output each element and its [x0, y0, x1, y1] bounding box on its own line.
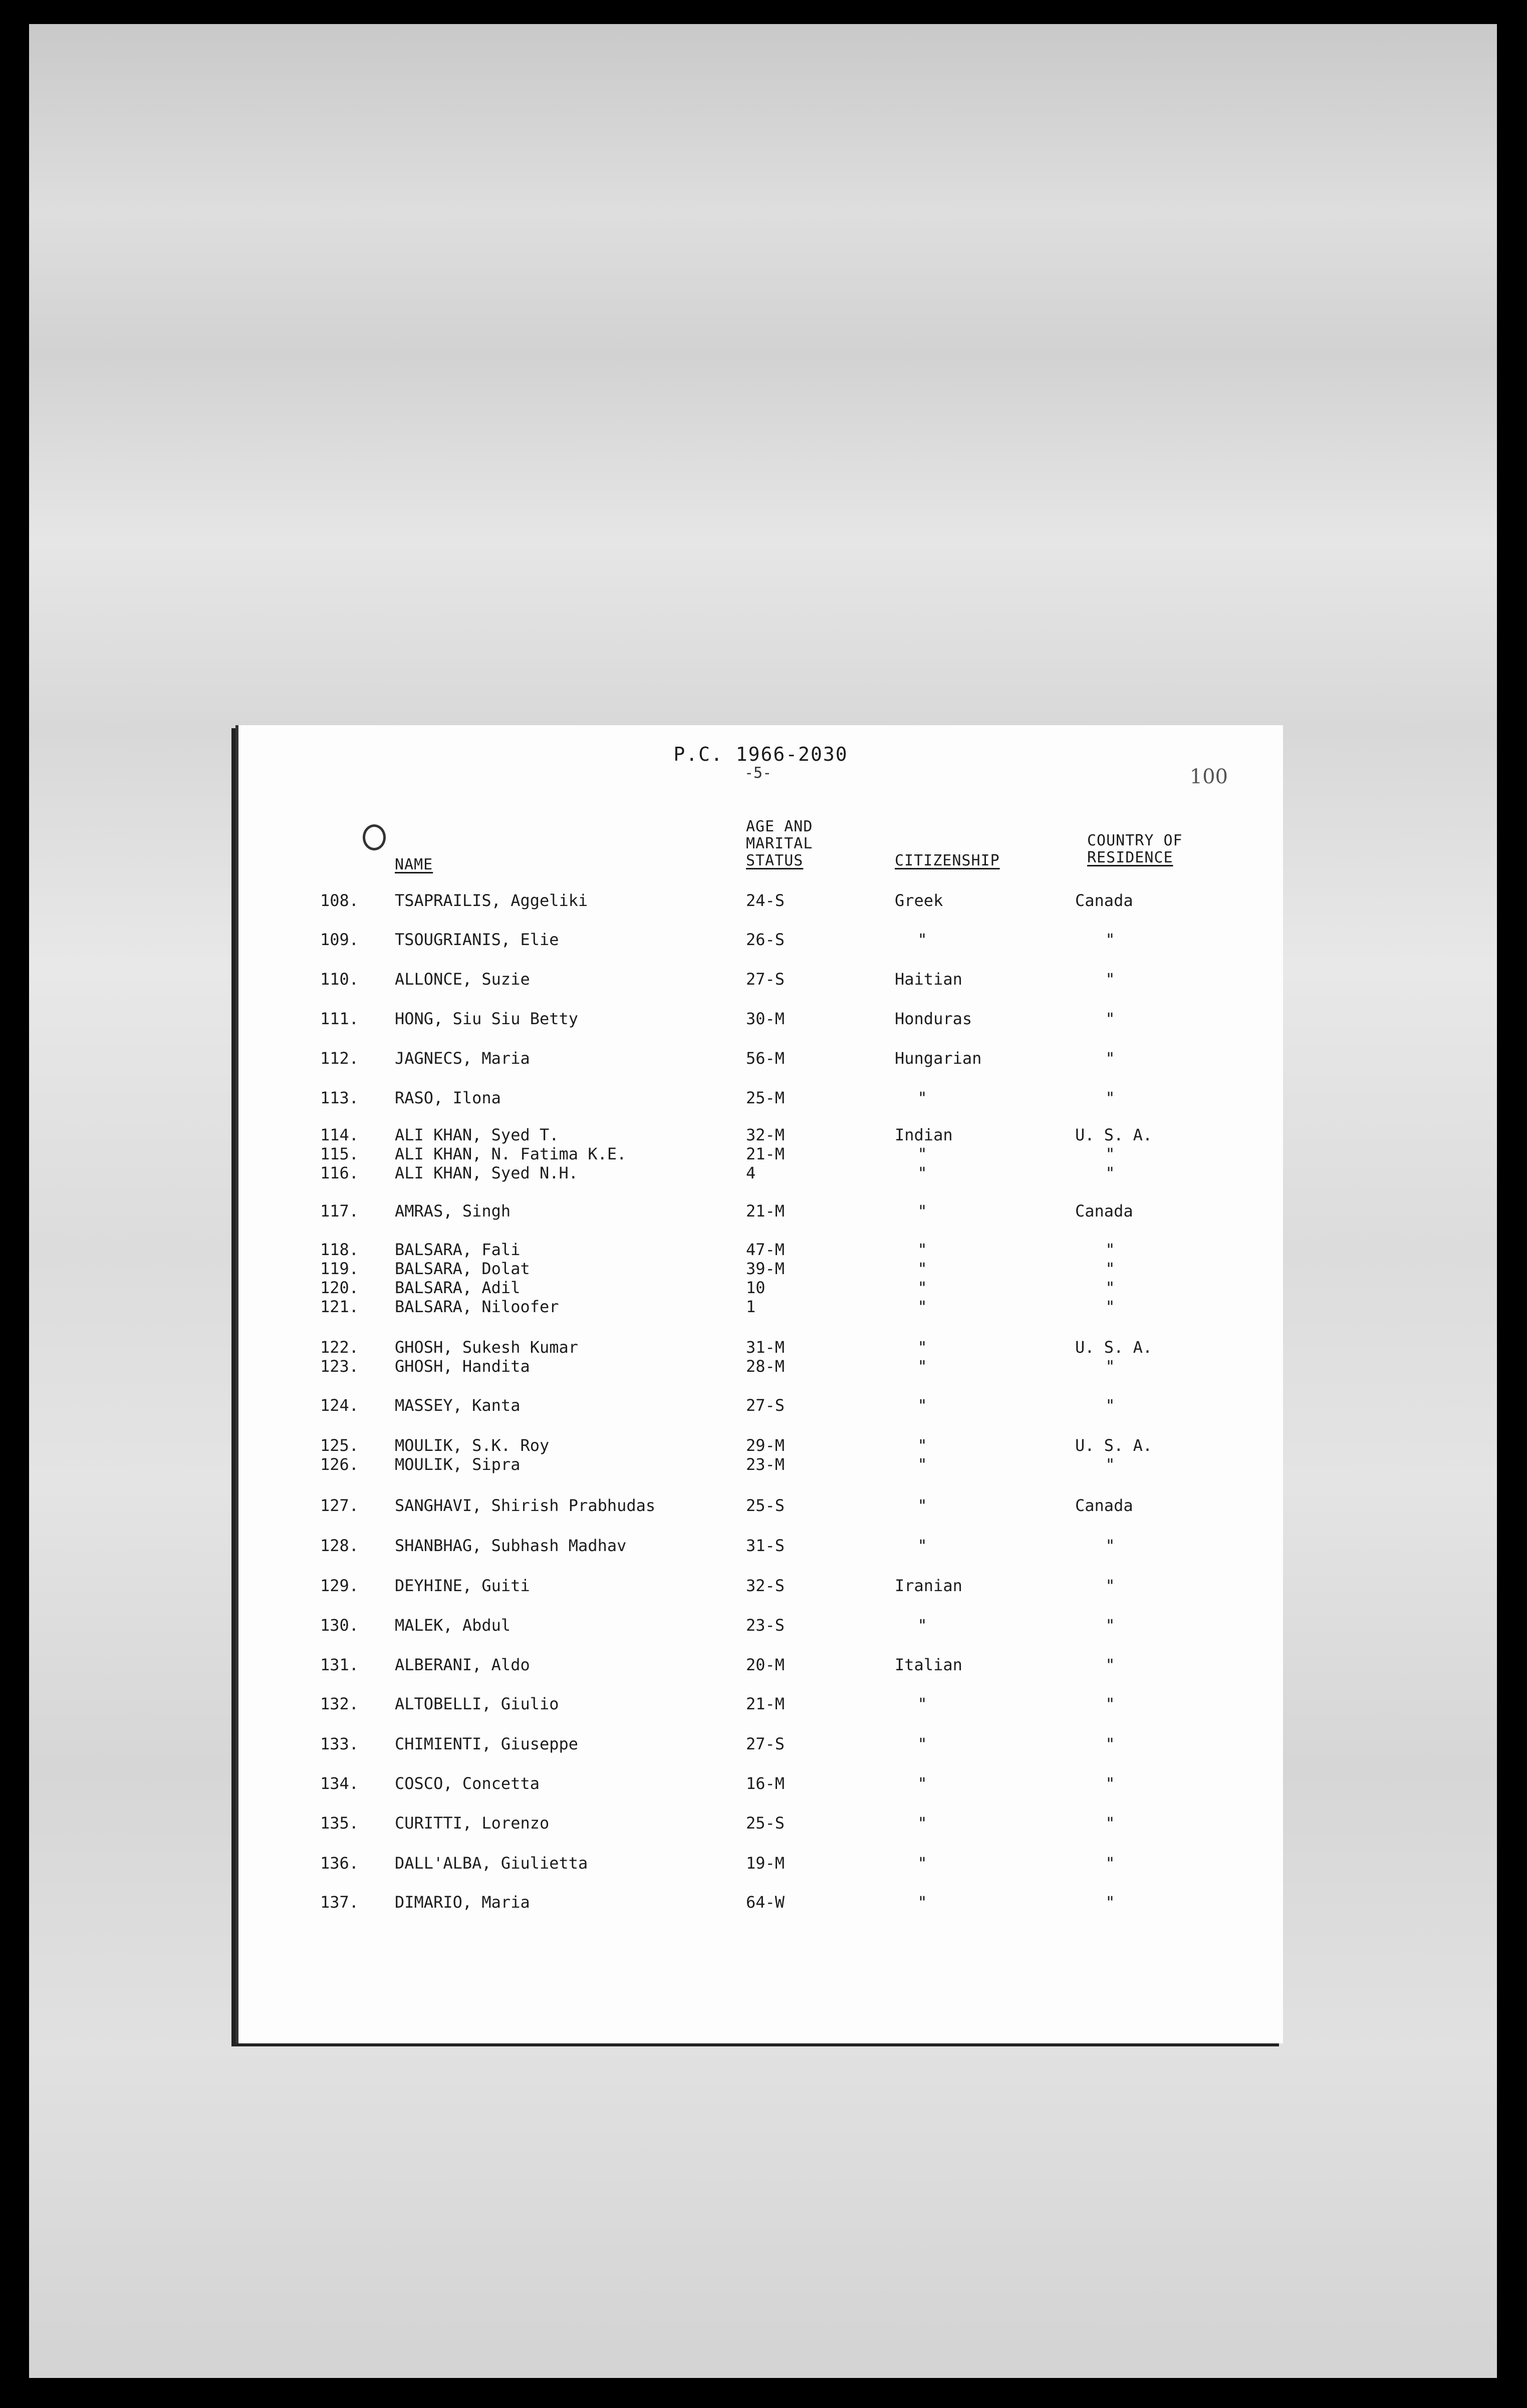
row-residence: Canada [1075, 891, 1133, 910]
row-name: DEYHINE, Guiti [395, 1576, 530, 1595]
row-number: 134. [320, 1774, 359, 1793]
table-row [238, 1009, 1283, 1029]
row-citizenship: " [917, 1734, 927, 1753]
table-row [238, 1615, 1283, 1635]
row-age-status: 28-M [746, 1357, 785, 1376]
table-row [238, 969, 1283, 989]
row-name: MALEK, Abdul [395, 1616, 511, 1635]
row-citizenship: " [917, 1088, 927, 1107]
row-age-status: 29-M [746, 1436, 785, 1455]
row-residence: " [1105, 1734, 1115, 1753]
row-age-status: 21-M [746, 1144, 785, 1163]
table-row [238, 1576, 1283, 1596]
row-age-status: 39-M [746, 1259, 785, 1278]
row-name: BALSARA, Niloofer [395, 1297, 559, 1316]
row-residence: " [1105, 1893, 1115, 1912]
row-age-status: 21-M [746, 1694, 785, 1713]
table-row [238, 1853, 1283, 1873]
table-row [238, 1495, 1283, 1516]
row-residence: U. S. A. [1075, 1338, 1153, 1357]
row-citizenship: Italian [895, 1655, 962, 1674]
table-row [238, 1048, 1283, 1068]
table-row [238, 1454, 1283, 1474]
row-number: 123. [320, 1357, 359, 1376]
row-residence: " [1105, 1009, 1115, 1028]
row-name: BALSARA, Dolat [395, 1259, 530, 1278]
row-residence: " [1105, 1616, 1115, 1635]
row-name: ALI KHAN, N. Fatima K.E. [395, 1144, 627, 1163]
row-number: 109. [320, 930, 359, 949]
row-name: ALLONCE, Suzie [395, 970, 530, 989]
row-name: MOULIK, Sipra [395, 1455, 521, 1474]
row-name: MASSEY, Kanta [395, 1396, 521, 1415]
row-number: 124. [320, 1396, 359, 1415]
row-name: BALSARA, Fali [395, 1240, 521, 1259]
row-residence: " [1105, 1694, 1115, 1713]
row-name: ALI KHAN, Syed N.H. [395, 1163, 579, 1182]
row-age-status: 20-M [746, 1655, 785, 1674]
row-number: 117. [320, 1201, 359, 1221]
header-age-line3: STATUS [746, 852, 804, 869]
row-number: 133. [320, 1734, 359, 1753]
row-name: BALSARA, Adil [395, 1278, 521, 1297]
row-age-status: 27-S [746, 970, 785, 989]
row-citizenship: " [917, 1338, 927, 1357]
row-number: 137. [320, 1893, 359, 1912]
row-name: ALBERANI, Aldo [395, 1655, 530, 1674]
table-row [238, 1337, 1283, 1357]
header-residence [1087, 832, 1183, 866]
row-citizenship: Honduras [895, 1009, 972, 1028]
row-citizenship: " [917, 1616, 927, 1635]
row-age-status: 30-M [746, 1009, 785, 1028]
row-name: HONG, Siu Siu Betty [395, 1009, 579, 1028]
header-age [746, 818, 813, 869]
row-citizenship: " [917, 1297, 927, 1316]
row-residence: " [1105, 1278, 1115, 1297]
row-citizenship: " [917, 1240, 927, 1259]
row-name: ALI KHAN, Syed T. [395, 1125, 559, 1144]
row-citizenship: " [917, 1357, 927, 1376]
row-citizenship: Indian [895, 1125, 953, 1144]
table-row [238, 1259, 1283, 1279]
table-row [238, 1163, 1283, 1183]
row-residence: Canada [1075, 1496, 1133, 1515]
row-age-status: 23-M [746, 1455, 785, 1474]
row-residence: " [1105, 1455, 1115, 1474]
row-residence: " [1105, 1049, 1115, 1068]
row-age-status: 1 [746, 1297, 756, 1316]
row-citizenship: Hungarian [895, 1049, 982, 1068]
row-number: 122. [320, 1338, 359, 1357]
row-citizenship: Haitian [895, 970, 962, 989]
row-number: 136. [320, 1854, 359, 1873]
row-number: 121. [320, 1297, 359, 1316]
row-citizenship: " [917, 1144, 927, 1163]
row-residence: " [1105, 970, 1115, 989]
table-row [238, 1435, 1283, 1455]
row-citizenship: " [917, 1455, 927, 1474]
row-citizenship: " [917, 1774, 927, 1793]
order-reference: P.C. 1966-2030 [673, 743, 848, 765]
row-name: MOULIK, S.K. Roy [395, 1436, 550, 1455]
row-name: GHOSH, Sukesh Kumar [395, 1338, 579, 1357]
row-residence: " [1105, 1357, 1115, 1376]
row-citizenship: " [917, 1814, 927, 1833]
row-age-status: 26-S [746, 930, 785, 949]
row-residence: U. S. A. [1075, 1436, 1153, 1455]
row-name: SHANBHAG, Subhash Madhav [395, 1536, 627, 1555]
row-age-status: 27-S [746, 1396, 785, 1415]
row-age-status: 31-M [746, 1338, 785, 1357]
row-age-status: 19-M [746, 1854, 785, 1873]
punch-hole-icon [363, 824, 386, 850]
row-name: COSCO, Concetta [395, 1774, 540, 1793]
row-name: TSAPRAILIS, Aggeliki [395, 891, 588, 910]
row-residence: Canada [1075, 1201, 1133, 1221]
table-row [238, 1297, 1283, 1317]
row-citizenship: " [917, 1496, 927, 1515]
row-name: SANGHAVI, Shirish Prabhudas [395, 1496, 656, 1515]
page-stamp: 100 [1189, 765, 1228, 788]
table-row [238, 1125, 1283, 1145]
table-row [238, 1536, 1283, 1556]
row-residence: " [1105, 1259, 1115, 1278]
row-age-status: 27-S [746, 1734, 785, 1753]
row-age-status: 64-W [746, 1893, 785, 1912]
header-citizenship: CITIZENSHIP [895, 852, 1000, 869]
row-number: 118. [320, 1240, 359, 1259]
row-name: CHIMIENTI, Giuseppe [395, 1734, 579, 1753]
table-row [238, 1144, 1283, 1164]
row-age-status: 32-M [746, 1125, 785, 1144]
table-row [238, 1201, 1283, 1221]
row-citizenship: " [917, 1854, 927, 1873]
row-citizenship: Iranian [895, 1576, 962, 1595]
row-name: AMRAS, Singh [395, 1201, 511, 1221]
row-age-status: 4 [746, 1163, 756, 1182]
row-number: 128. [320, 1536, 359, 1555]
row-number: 127. [320, 1496, 359, 1515]
page-number: -5- [744, 764, 772, 782]
row-citizenship: " [917, 1163, 927, 1182]
document-page [235, 725, 1283, 2043]
row-number: 120. [320, 1278, 359, 1297]
row-number: 115. [320, 1144, 359, 1163]
table-row [238, 1655, 1283, 1675]
header-age-line2: MARITAL [746, 835, 813, 852]
row-number: 130. [320, 1616, 359, 1635]
row-name: DIMARIO, Maria [395, 1893, 530, 1912]
row-name: GHOSH, Handita [395, 1357, 530, 1376]
row-number: 108. [320, 891, 359, 910]
row-citizenship: " [917, 1536, 927, 1555]
table-row [238, 1813, 1283, 1833]
table-row [238, 1278, 1283, 1298]
row-age-status: 47-M [746, 1240, 785, 1259]
row-name: CURITTI, Lorenzo [395, 1814, 550, 1833]
row-citizenship: " [917, 930, 927, 949]
row-citizenship: Greek [895, 891, 943, 910]
row-name: DALL'ALBA, Giulietta [395, 1854, 588, 1873]
row-residence: " [1105, 1536, 1115, 1555]
row-residence: " [1105, 1297, 1115, 1316]
row-residence: U. S. A. [1075, 1125, 1153, 1144]
row-number: 129. [320, 1576, 359, 1595]
row-name: RASO, Ilona [395, 1088, 501, 1107]
table-row [238, 1395, 1283, 1415]
table-row [238, 1240, 1283, 1260]
row-citizenship: " [917, 1893, 927, 1912]
row-number: 119. [320, 1259, 359, 1278]
row-number: 125. [320, 1436, 359, 1455]
row-name: ALTOBELLI, Giulio [395, 1694, 559, 1713]
row-citizenship: " [917, 1396, 927, 1415]
row-citizenship: " [917, 1436, 927, 1455]
row-citizenship: " [917, 1201, 927, 1221]
table-row [238, 930, 1283, 950]
row-number: 131. [320, 1655, 359, 1674]
row-citizenship: " [917, 1278, 927, 1297]
table-row [238, 1892, 1283, 1912]
row-age-status: 56-M [746, 1049, 785, 1068]
row-age-status: 10 [746, 1278, 766, 1297]
row-age-status: 21-M [746, 1201, 785, 1221]
row-citizenship: " [917, 1259, 927, 1278]
row-residence: " [1105, 1655, 1115, 1674]
row-residence: " [1105, 1854, 1115, 1873]
row-age-status: 16-M [746, 1774, 785, 1793]
row-citizenship: " [917, 1694, 927, 1713]
row-age-status: 32-S [746, 1576, 785, 1595]
row-number: 132. [320, 1694, 359, 1713]
row-residence: " [1105, 1774, 1115, 1793]
table-row [238, 1773, 1283, 1793]
row-residence: " [1105, 1088, 1115, 1107]
header-residence-line2: RESIDENCE [1087, 849, 1173, 866]
row-number: 110. [320, 970, 359, 989]
row-number: 111. [320, 1009, 359, 1028]
row-residence: " [1105, 1144, 1115, 1163]
row-residence: " [1105, 1240, 1115, 1259]
header-residence-line1: COUNTRY OF [1087, 832, 1183, 849]
row-residence: " [1105, 1396, 1115, 1415]
table-row [238, 1694, 1283, 1714]
header-name: NAME [395, 856, 433, 873]
row-name: TSOUGRIANIS, Elie [395, 930, 559, 949]
row-number: 114. [320, 1125, 359, 1144]
row-number: 112. [320, 1049, 359, 1068]
row-age-status: 24-S [746, 891, 785, 910]
table-row [238, 1356, 1283, 1376]
row-number: 113. [320, 1088, 359, 1107]
table-row [238, 1088, 1283, 1108]
row-age-status: 23-S [746, 1616, 785, 1635]
row-number: 126. [320, 1455, 359, 1474]
row-number: 135. [320, 1814, 359, 1833]
table-row [238, 890, 1283, 911]
row-age-status: 25-S [746, 1496, 785, 1515]
row-age-status: 31-S [746, 1536, 785, 1555]
row-residence: " [1105, 1814, 1115, 1833]
row-residence: " [1105, 930, 1115, 949]
row-name: JAGNECS, Maria [395, 1049, 530, 1068]
row-residence: " [1105, 1576, 1115, 1595]
row-residence: " [1105, 1163, 1115, 1182]
header-age-line1: AGE AND [746, 818, 813, 835]
row-number: 116. [320, 1163, 359, 1182]
row-age-status: 25-M [746, 1088, 785, 1107]
row-age-status: 25-S [746, 1814, 785, 1833]
table-row [238, 1734, 1283, 1754]
